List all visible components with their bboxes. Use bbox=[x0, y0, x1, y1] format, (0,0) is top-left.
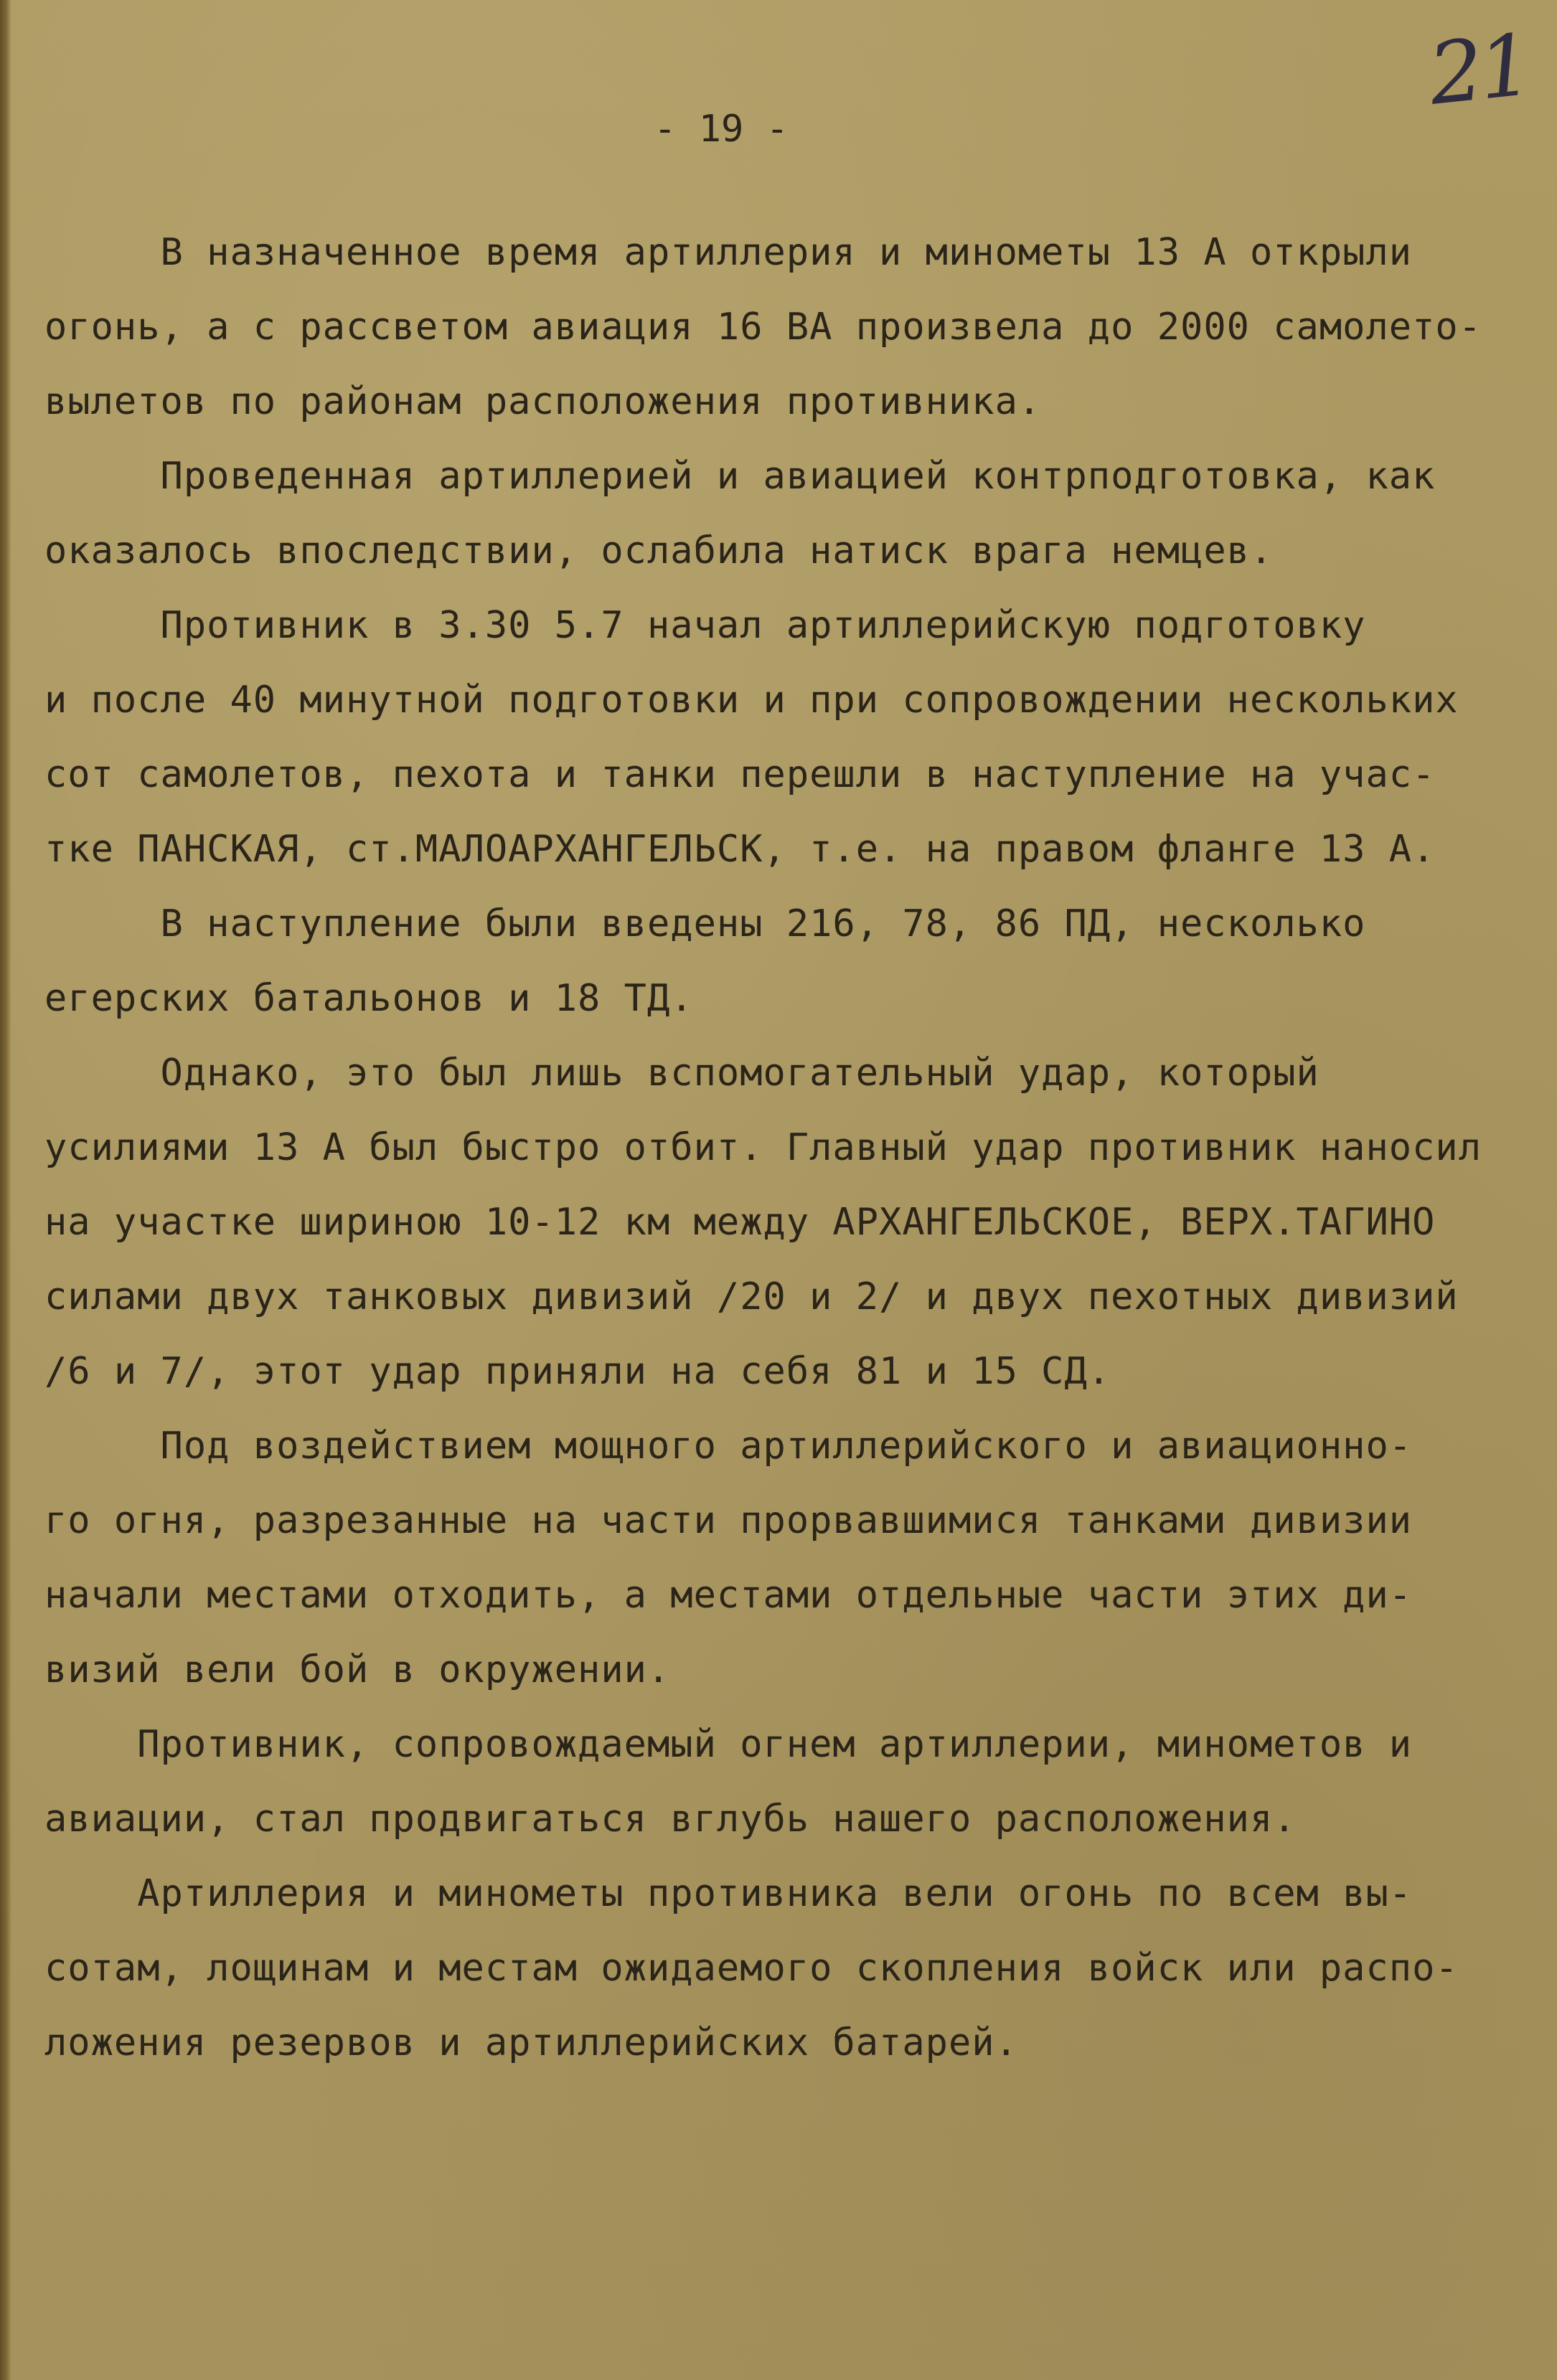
text-line: Противник в 3.30 5.7 начал артиллерийскую подготовку bbox=[44, 604, 1366, 647]
text-line: В наступление были введены 216, 78, 86 ПД, несколько bbox=[44, 902, 1366, 945]
text-line: огонь, а с рассветом авиация 16 ВА произвела до 2000 самолето- bbox=[44, 306, 1482, 349]
text-line: ложения резервов и артиллерийских батарей. bbox=[44, 2021, 1018, 2064]
text-line: авиации, стал продвигаться вглубь нашего расположения. bbox=[44, 1798, 1297, 1841]
text-line: и после 40 минутной подготовки и при сопровождении нескольких bbox=[44, 679, 1459, 722]
page-binding-edge bbox=[0, 0, 11, 2380]
text-line: визий вели бой в окружении. bbox=[44, 1648, 671, 1691]
text-line: го огня, разрезанные на части прорвавшимися танками дивизии bbox=[44, 1499, 1413, 1542]
text-line: тке ПАНСКАЯ, ст.МАЛОАРХАНГЕЛЬСК, т.е. на правом фланге 13 А. bbox=[44, 828, 1436, 871]
text-line: В назначенное время артиллерия и минометы 13 А открыли bbox=[44, 231, 1413, 274]
text-line: усилиями 13 А был быстро отбит. Главный удар противник наносил bbox=[44, 1126, 1482, 1169]
text-line: Однако, это был лишь вспомогательный удар, который bbox=[44, 1052, 1320, 1095]
text-line: начали местами отходить, а местами отдельные части этих ди- bbox=[44, 1574, 1413, 1617]
text-line: на участке шириною 10-12 км между АРХАНГЕЛЬСКОЕ, ВЕРХ.ТАГИНО bbox=[44, 1201, 1436, 1244]
text-line: Под воздействием мощного артиллерийского и авиационно- bbox=[44, 1425, 1413, 1468]
text-line: вылетов по районам расположения противника. bbox=[44, 380, 1042, 423]
text-line: оказалось впоследствии, ослабила натиск врага немцев. bbox=[44, 529, 1274, 572]
text-line: Противник, сопровождаемый огнем артиллерии, минометов и bbox=[44, 1723, 1413, 1766]
text-line: егерских батальонов и 18 ТД. bbox=[44, 977, 694, 1020]
handwritten-folio-number: 21 bbox=[1424, 15, 1533, 124]
text-line: /6 и 7/, этот удар приняли на себя 81 и 15 СД. bbox=[44, 1350, 1111, 1393]
text-line: Проведенная артиллерией и авиацией контрподготовка, как bbox=[44, 455, 1436, 498]
typewritten-body bbox=[44, 215, 1523, 2080]
text-line: сот самолетов, пехота и танки перешли в наступление на учас- bbox=[44, 753, 1436, 796]
page-number: - 19 - bbox=[654, 108, 789, 151]
text-line: Артиллерия и минометы противника вели огонь по всем вы- bbox=[44, 1872, 1413, 1915]
text-line: сотам, лощинам и местам ожидаемого скопления войск или распо- bbox=[44, 1947, 1459, 1990]
text-line: силами двух танковых дивизий /20 и 2/ и двух пехотных дивизий bbox=[44, 1275, 1459, 1318]
